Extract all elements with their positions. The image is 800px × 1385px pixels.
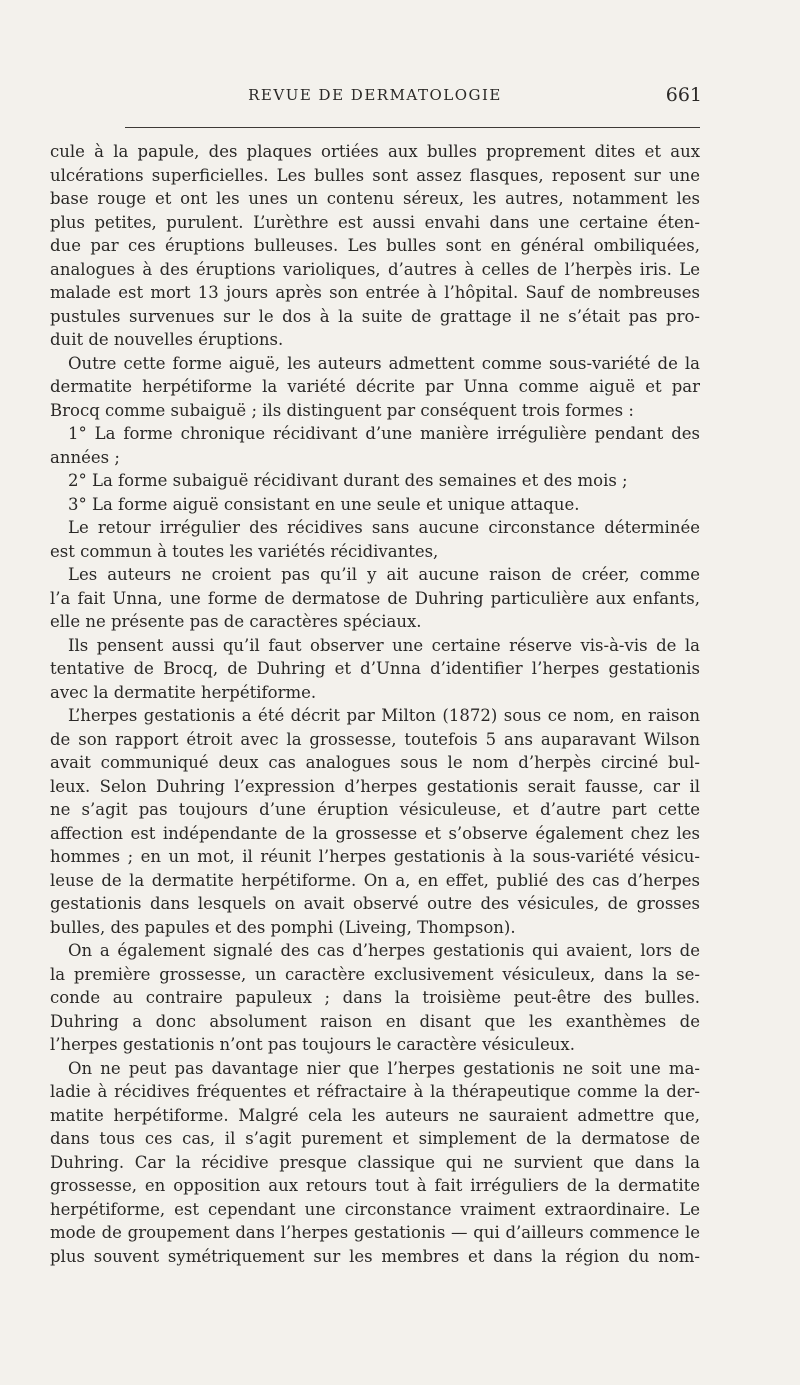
text-line: matite herpétiforme. Malgré cela les auteurs ne sauraient admettre que, (50, 1105, 700, 1125)
text-line: Ils pensent aussi qu’il faut observer une certaine réserve vis-à-vis de la (68, 635, 700, 655)
text-line: 3° La forme aiguë consistant en une seule et unique attaque. (68, 494, 580, 514)
text-line: Les auteurs ne croient pas qu’il y ait aucune raison de créer, comme (68, 565, 700, 584)
text-line: Duhring a donc absolument raison en disant que les exanthèmes de (50, 1011, 700, 1031)
page-number: 661 (665, 84, 702, 106)
text-line: plus petites, purulent. L’urèthre est aussi envahi dans une certaine éten- (50, 212, 700, 232)
text-line: On ne peut pas davantage nier que l’herpes gestationis ne soit une ma- (68, 1058, 700, 1078)
running-title: REVUE DE DERMATOLOGIE (248, 86, 502, 104)
text-line: pustules survenues sur le dos à la suite de grattage il ne s’était pas pro- (50, 306, 700, 326)
text-line: L’herpes gestationis a été décrit par Milton (1872) sous ce nom, en raison (68, 706, 700, 725)
text-line: avait communiqué deux cas analogues sous le nom d’herpès circiné bul- (50, 753, 700, 772)
text-line: tentative de Brocq, de Duhring et d’Unna d’identifier l’herpes gestationis (50, 659, 700, 678)
header-rule (125, 127, 700, 128)
text-line: Duhring. Car la récidive presque classique qui ne survient que dans la (50, 1152, 700, 1172)
text-line: l’a fait Unna, une forme de dermatose de Duhring particulière aux enfants, (50, 588, 700, 608)
text-line: malade est mort 13 jours après son entrée à l’hôpital. Sauf de nombreuses (50, 283, 700, 302)
body-text (50, 140, 700, 1268)
text-line: de son rapport étroit avec la grossesse, toutefois 5 ans auparavant Wilson (50, 729, 700, 749)
text-line: On a également signalé des cas d’herpes gestationis qui avaient, lors de (68, 941, 700, 960)
text-line: cule à la papule, des plaques ortiées aux bulles proprement dites et aux (50, 142, 700, 161)
text-line: années ; (50, 447, 120, 467)
text-line: ulcérations superficielles. Les bulles sont assez flasques, reposent sur une (50, 165, 700, 185)
text-line: base rouge et ont les unes un contenu séreux, les autres, notamment les (50, 189, 700, 208)
text-line: leux. Selon Duhring l’expression d’herpes gestationis serait fausse, car il (50, 776, 700, 796)
text-line: ladie à récidives fréquentes et réfractaire à la thérapeutique comme la der- (50, 1082, 700, 1101)
text-line: Le retour irrégulier des récidives sans aucune circonstance déterminée (68, 518, 700, 537)
text-line: l’herpes gestationis n’ont pas toujours le caractère vésiculeux. (50, 1035, 575, 1054)
page-header (50, 84, 700, 114)
text-line: duit de nouvelles éruptions. (50, 330, 284, 349)
text-line: plus souvent symétriquement sur les membres et dans la région du nom- (50, 1246, 700, 1266)
text-line: grossesse, en opposition aux retours tout à fait irréguliers de la dermatite (50, 1176, 700, 1195)
text-line: ne s’agit pas toujours d’une éruption vésiculeuse, et d’autre part cette (50, 800, 700, 819)
text-line: est commun à toutes les variétés récidivantes, (50, 541, 439, 561)
text-line: la première grossesse, un caractère exclusivement vésiculeux, dans la se- (50, 964, 700, 984)
text-line: analogues à des éruptions varioliques, d’autres à celles de l’herpès iris. Le (50, 259, 700, 279)
text-line: bulles, des papules et des pomphi (Liveing, Thompson). (50, 917, 516, 937)
text-line: leuse de la dermatite herpétiforme. On a, en effet, publié des cas d’herpes (50, 870, 700, 890)
text-line: 2° La forme subaiguë récidivant durant des semaines et des mois ; (68, 471, 628, 490)
text-line: Outre cette forme aiguë, les auteurs admettent comme sous-variété de la (68, 353, 700, 373)
text-line: 1° La forme chronique récidivant d’une manière irrégulière pendant des (68, 424, 700, 443)
text-line: due par ces éruptions bulleuses. Les bulles sont en général ombiliquées, (50, 236, 700, 255)
text-line: hommes ; en un mot, il réunit l’herpes gestationis à la sous-variété vésicu- (50, 847, 700, 866)
text-line: conde au contraire papuleux ; dans la troisième peut-être des bulles. (50, 988, 700, 1007)
text-line: dans tous ces cas, il s’agit purement et simplement de la dermatose de (50, 1129, 700, 1148)
text-line: elle ne présente pas de caractères spéciaux. (50, 612, 422, 631)
text-line: dermatite herpétiforme la variété décrite par Unna comme aiguë et par (50, 377, 700, 396)
text-line: affection est indépendante de la grossesse et s’observe également chez les (50, 823, 700, 843)
text-line: Brocq comme subaiguë ; ils distinguent par conséquent trois formes : (50, 400, 634, 420)
text-line: mode de groupement dans l’herpes gestationis — qui d’ailleurs commence le (50, 1223, 700, 1242)
text-line: herpétiforme, est cependant une circonstance vraiment extraordinaire. Le (50, 1199, 700, 1219)
text-line: avec la dermatite herpétiforme. (50, 682, 317, 702)
text-line: gestationis dans lesquels on avait observé outre des vésicules, de grosses (50, 894, 700, 913)
